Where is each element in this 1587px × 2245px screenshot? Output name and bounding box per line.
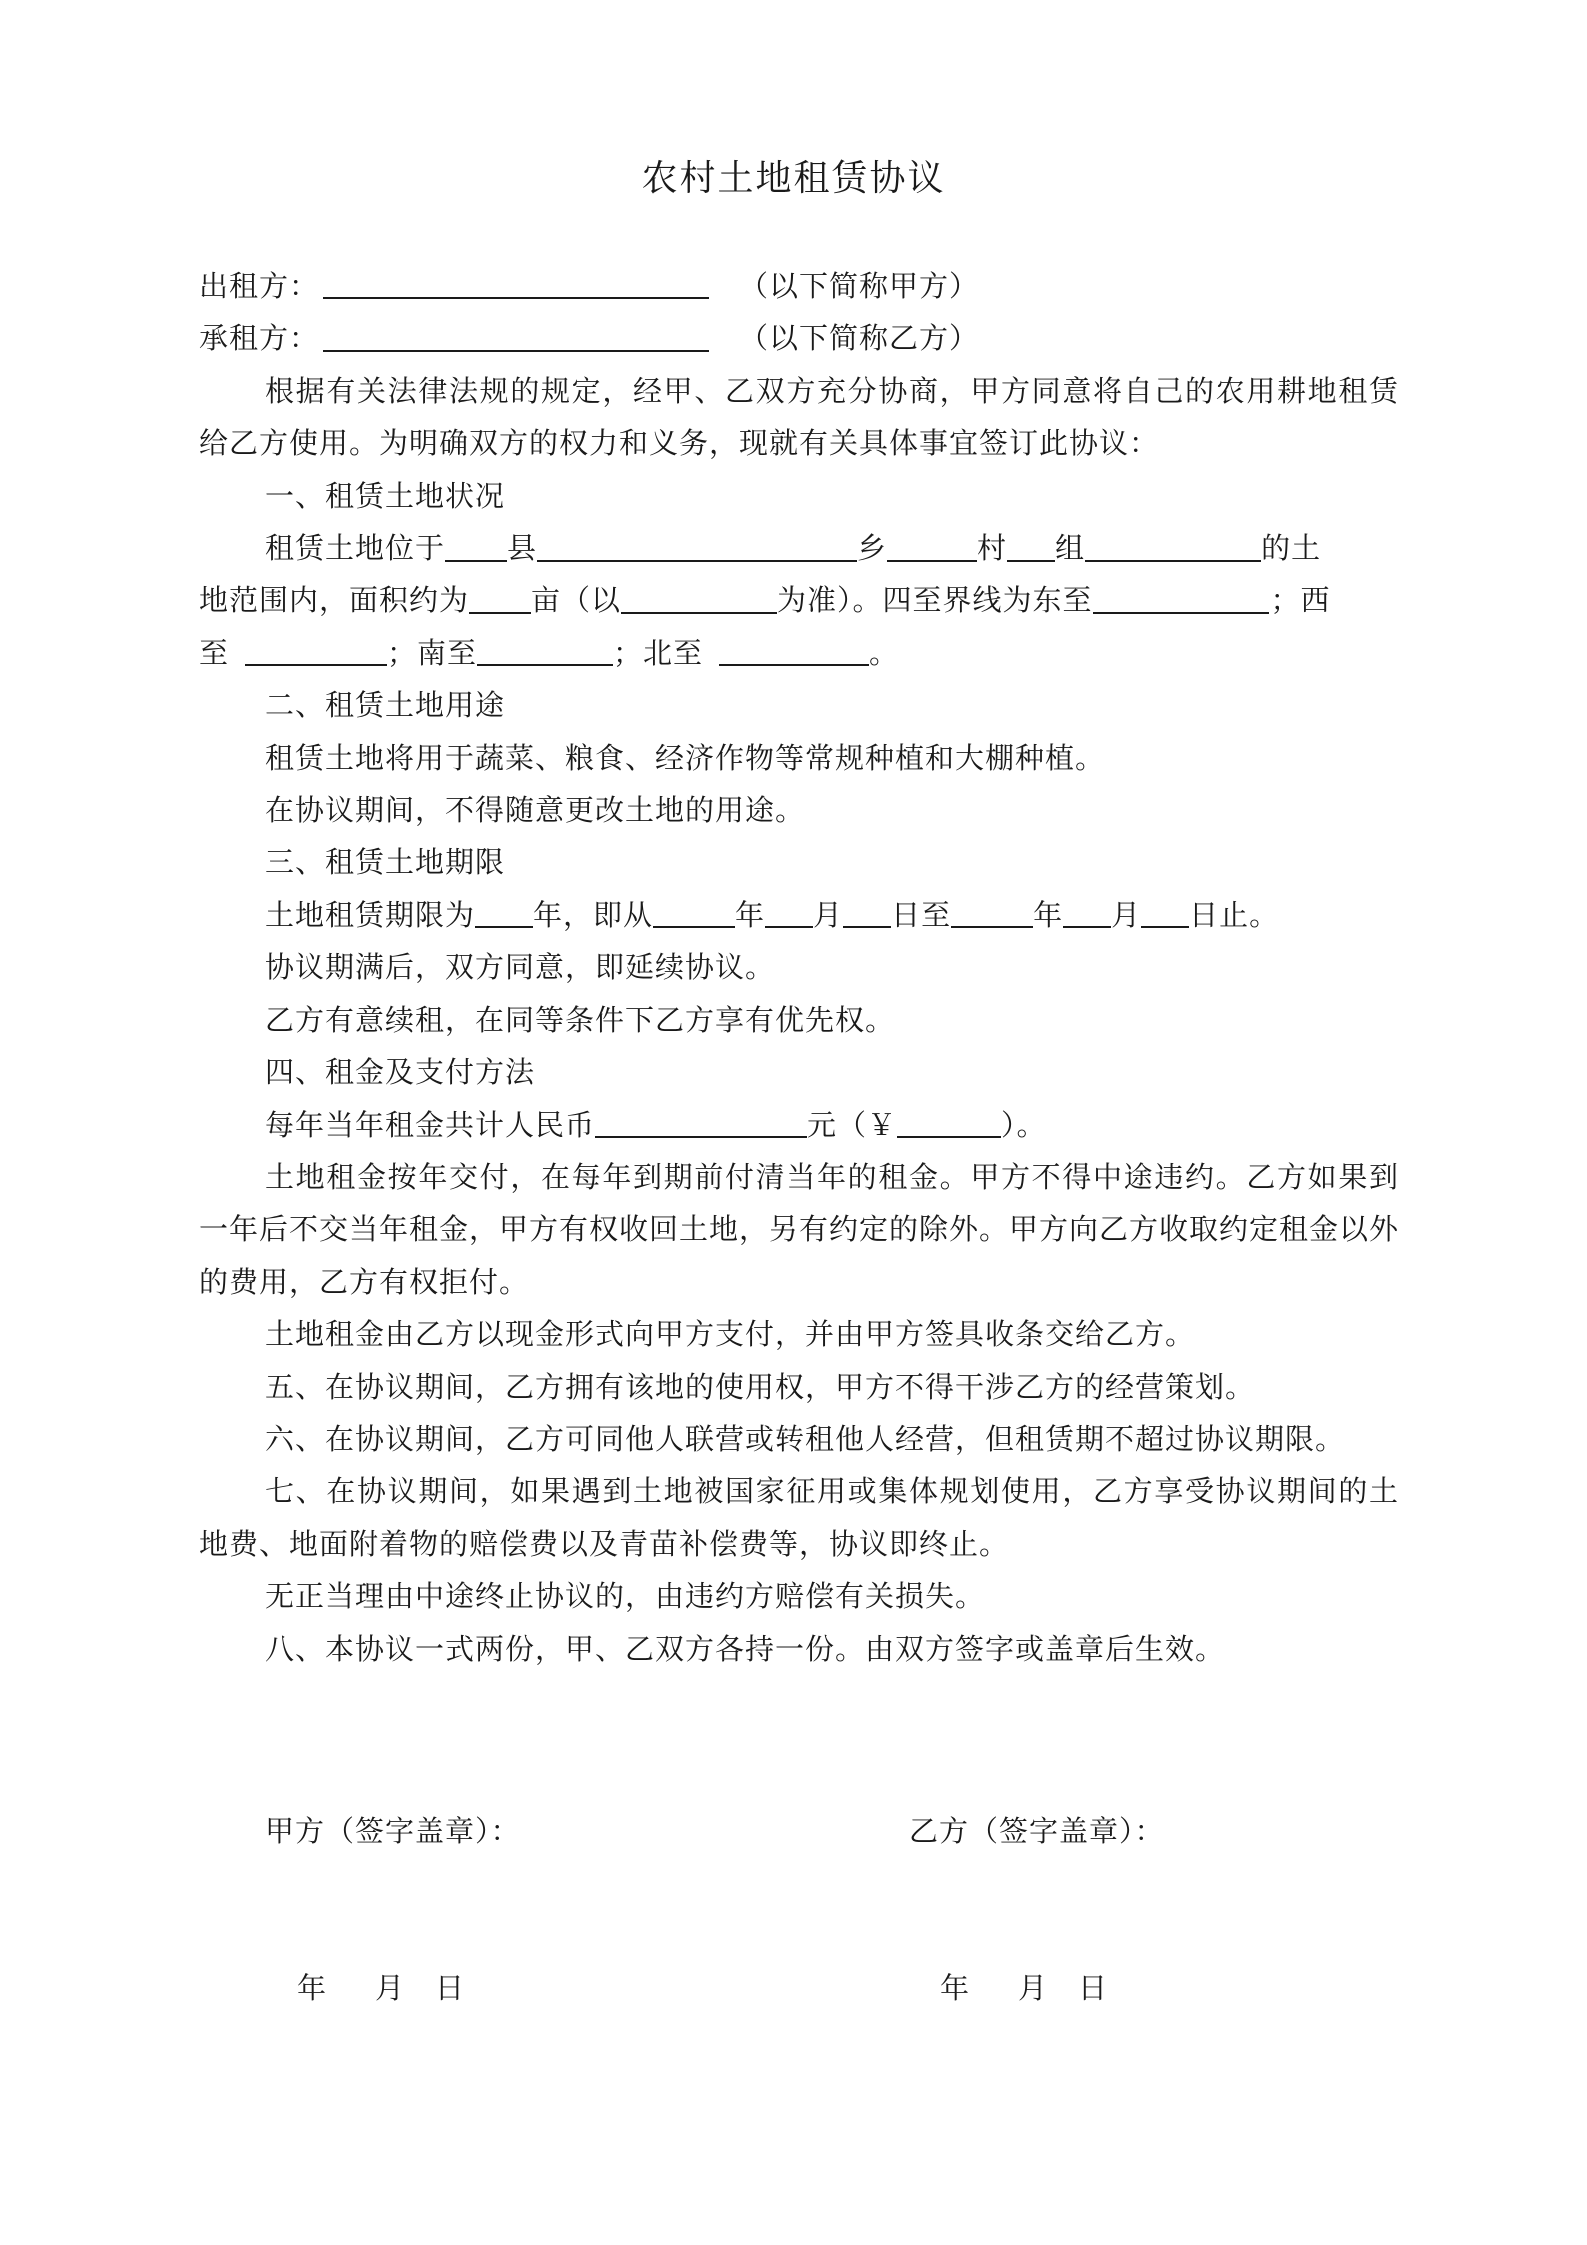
village-blank[interactable] [1007,532,1055,562]
section-6-paragraph: 六、在协议期间，乙方可同他人联营或转租他人经营，但租赁期不超过协议期限。 [265,1421,1346,1456]
text: 的土 [1261,531,1322,566]
priority-paragraph: 乙方有意续租，在同等条件下乙方享有优先权。 [265,1002,896,1037]
text: 。 [869,635,900,670]
day-label: 日 [1078,1970,1109,2005]
text: 月 [813,897,844,932]
document-title: 农村土地租赁协议 [641,158,946,199]
lessee-note: （以下简称乙方） [739,321,980,356]
text: ）。 [1001,1107,1047,1142]
term-years-blank[interactable] [475,899,533,929]
land-area-line [199,574,1399,626]
text: 县 [507,531,538,566]
land-use-restriction: 在协议期间，不得随意更改土地的用途。 [265,793,806,828]
lessor-line [199,260,1399,312]
start-year-blank[interactable] [653,899,735,929]
text: 地范围内，面积约为 [199,583,470,618]
text: ；北至 [613,635,704,670]
text: 年 [1033,897,1064,932]
lessor-name-blank[interactable] [323,270,709,300]
section-4-heading: 四、租金及支付方法 [265,1055,536,1090]
text: 租赁土地位于 [265,531,446,566]
text: 年，即从 [533,897,654,932]
east-boundary-blank[interactable] [1093,584,1269,614]
measure-basis-blank[interactable] [621,584,777,614]
text: 乡 [857,531,888,566]
party-b-signature-label: 乙方（签字盖章）： [909,1813,1165,1848]
county-detail-blank[interactable] [537,532,857,562]
text: 元（￥ [807,1107,898,1142]
text: 村 [977,531,1008,566]
area-blank[interactable] [469,584,531,614]
lessee-name-blank[interactable] [323,322,709,352]
termination-paragraph: 无正当理由中途终止协议的，由违约方赔偿有关损失。 [265,1579,986,1614]
party-a-signature-label: 甲方（签字盖章）： [265,1813,521,1848]
text: 为准）。四至界线为东至 [777,583,1093,618]
start-day-blank[interactable] [843,899,891,929]
text: 土地租赁期限为 [265,897,476,932]
text: 月 [1111,897,1142,932]
lessee-line [199,312,1399,364]
text: 日至 [891,897,952,932]
text: 亩（以 [531,583,622,618]
township-blank[interactable] [887,532,977,562]
document-body [199,260,1399,2014]
text: 至 [199,635,230,670]
start-month-blank[interactable] [765,899,813,929]
section-3-heading: 三、租赁土地期限 [265,845,506,880]
end-month-blank[interactable] [1063,899,1111,929]
text: 组 [1055,531,1086,566]
lessee-label: 承租方： [199,321,320,356]
signature-spacer [199,1675,1399,1805]
section-1-heading: 一、租赁土地状况 [265,478,506,513]
text: ；南至 [387,635,478,670]
south-boundary-blank[interactable] [477,637,613,667]
year-label: 年 [297,1970,328,2005]
section-2-heading: 二、租赁土地用途 [265,688,506,723]
month-label: 月 [375,1970,406,2005]
text: 每年当年租金共计人民币 [265,1107,596,1142]
land-location-line [199,522,1399,574]
day-label: 日 [435,1970,466,2005]
group-blank[interactable] [1085,532,1261,562]
year-label: 年 [940,1970,971,2005]
section-5-paragraph: 五、在协议期间，乙方拥有该地的使用权，甲方不得干涉乙方的经营策划。 [265,1369,1256,1404]
rent-payment-paragraph: 土地租金按年交付，在每年到期前付清当年的租金。甲方不得中途违约。乙方如果到一年后不交当年租金，甲方有权收回土地，另有约定的除外。甲方向乙方收取约定租金以外的费用，乙方有权拒付。 [199,1159,1400,1299]
signature-row [199,1805,1399,1857]
month-label: 月 [1018,1970,1049,2005]
party-b-date [940,1962,1108,2014]
term-line [199,889,1399,941]
lessor-label: 出租方： [199,269,320,303]
rent-amount-blank[interactable] [897,1108,1001,1138]
date-row [199,1962,1399,2014]
rent-amount-line [199,1099,1399,1151]
intro-paragraph: 根据有关法律法规的规定，经甲、乙双方充分协商，甲方同意将自己的农用耕地租赁给乙方使用。为明确双方的权力和义务，现就有关具体事宜签订此协议： [199,373,1399,461]
rent-method-paragraph: 土地租金由乙方以现金形式向甲方支付，并由甲方签具收条交给乙方。 [265,1317,1196,1352]
lessor-note: （以下简称甲方） [739,269,980,303]
west-boundary-blank[interactable] [245,637,387,667]
end-day-blank[interactable] [1141,899,1189,929]
section-7-paragraph: 七、在协议期间，如果遇到土地被国家征用或集体规划使用，乙方享受协议期间的土地费、地面附着物的赔偿费以及青苗补偿费等，协议即终止。 [199,1474,1399,1561]
end-year-blank[interactable] [951,899,1033,929]
text: 日止。 [1189,897,1280,932]
party-a-date [297,1962,465,2014]
boundaries-line [199,627,1399,679]
text: ；西 [1270,583,1331,618]
county-blank[interactable] [445,532,507,562]
north-boundary-blank[interactable] [719,637,869,667]
section-8-paragraph: 八、本协议一式两份，甲、乙双方各持一份。由双方签字或盖章后生效。 [265,1631,1226,1666]
rent-rmb-blank[interactable] [595,1108,807,1138]
land-use-paragraph: 租赁土地将用于蔬菜、粮食、经济作物等常规种植和大棚种植。 [265,740,1106,775]
renewal-paragraph: 协议期满后，双方同意，即延续协议。 [265,950,776,985]
text: 年 [735,897,766,932]
